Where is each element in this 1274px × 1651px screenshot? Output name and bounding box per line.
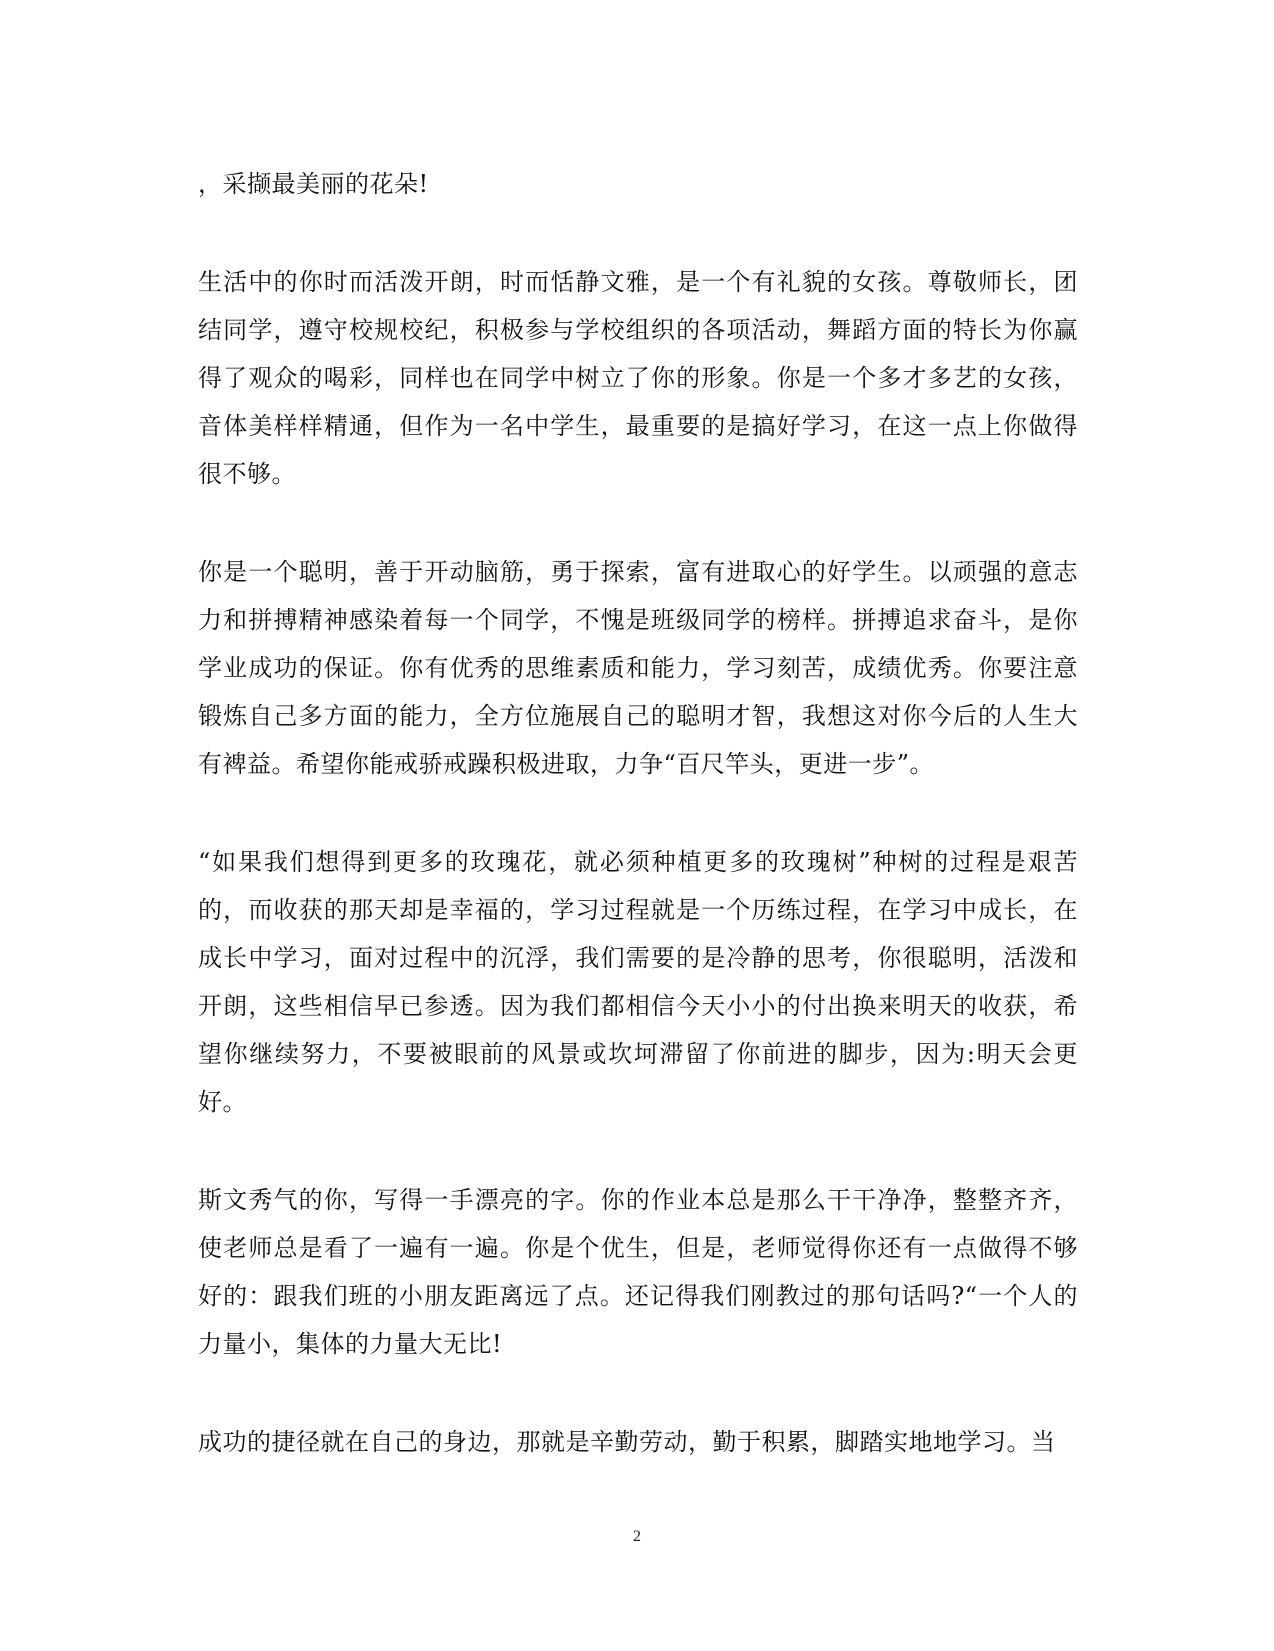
paragraph: “如果我们想得到更多的玫瑰花，就必须种植更多的玫瑰树”种树的过程是艰苦的，而收获的那天却是幸福的，学习过程就是一个历练过程，在学习中成长，在成长中学习，面对过程中的沉浮，我们需要的是冷静的思考，你很聪明，活泼和开朗，这些相信早已参透。因为我们都相信今天小小的付出换来明天的收获，希望你继续努力，不要被眼前的风景或坎坷滞留了你前进的脚步，因为:明天会更好。 bbox=[198, 848, 1078, 1116]
document-body bbox=[198, 160, 1078, 1516]
paragraph: 生活中的你时而活泼开朗，时而恬静文雅，是一个有礼貌的女孩。尊敬师长，团结同学，遵守校规校纪，积极参与学校组织的各项活动，舞蹈方面的特长为你赢得了观众的喝彩，同样也在同学中树立了你的形象。你是一个多才多艺的女孩，音体美样样精通，但作为一名中学生，最重要的是搞好学习，在这一点上你做得很不够。 bbox=[198, 268, 1078, 488]
page-number: 2 bbox=[633, 1528, 641, 1545]
paragraph: ，采撷最美丽的花朵! bbox=[198, 170, 429, 198]
paragraph: 斯文秀气的你，写得一手漂亮的字。你的作业本总是那么干干净净，整整齐齐，使老师总是看了一遍有一遍。你是个优生，但是，老师觉得你还有一点做得不够好的：跟我们班的小朋友距离远了点。还记得我们刚教过的那句话吗?“一个人的力量小，集体的力量大无比! bbox=[198, 1186, 1078, 1358]
paragraph: 成功的捷径就在自己的身边，那就是辛勤劳动，勤于积累，脚踏实地地学习。当 bbox=[198, 1428, 1056, 1456]
paragraph: 你是一个聪明，善于开动脑筋，勇于探索，富有进取心的好学生。以顽强的意志力和拼搏精神感染着每一个同学，不愧是班级同学的榜样。拼搏追求奋斗，是你学业成功的保证。你有优秀的思维素质和能力，学习刻苦，成绩优秀。你要注意锻炼自己多方面的能力，全方位施展自己的聪明才智，我想这对你今后的人生大有裨益。希望你能戒骄戒躁积极进取，力争“百尺竿头，更进一步”。 bbox=[198, 558, 1078, 778]
